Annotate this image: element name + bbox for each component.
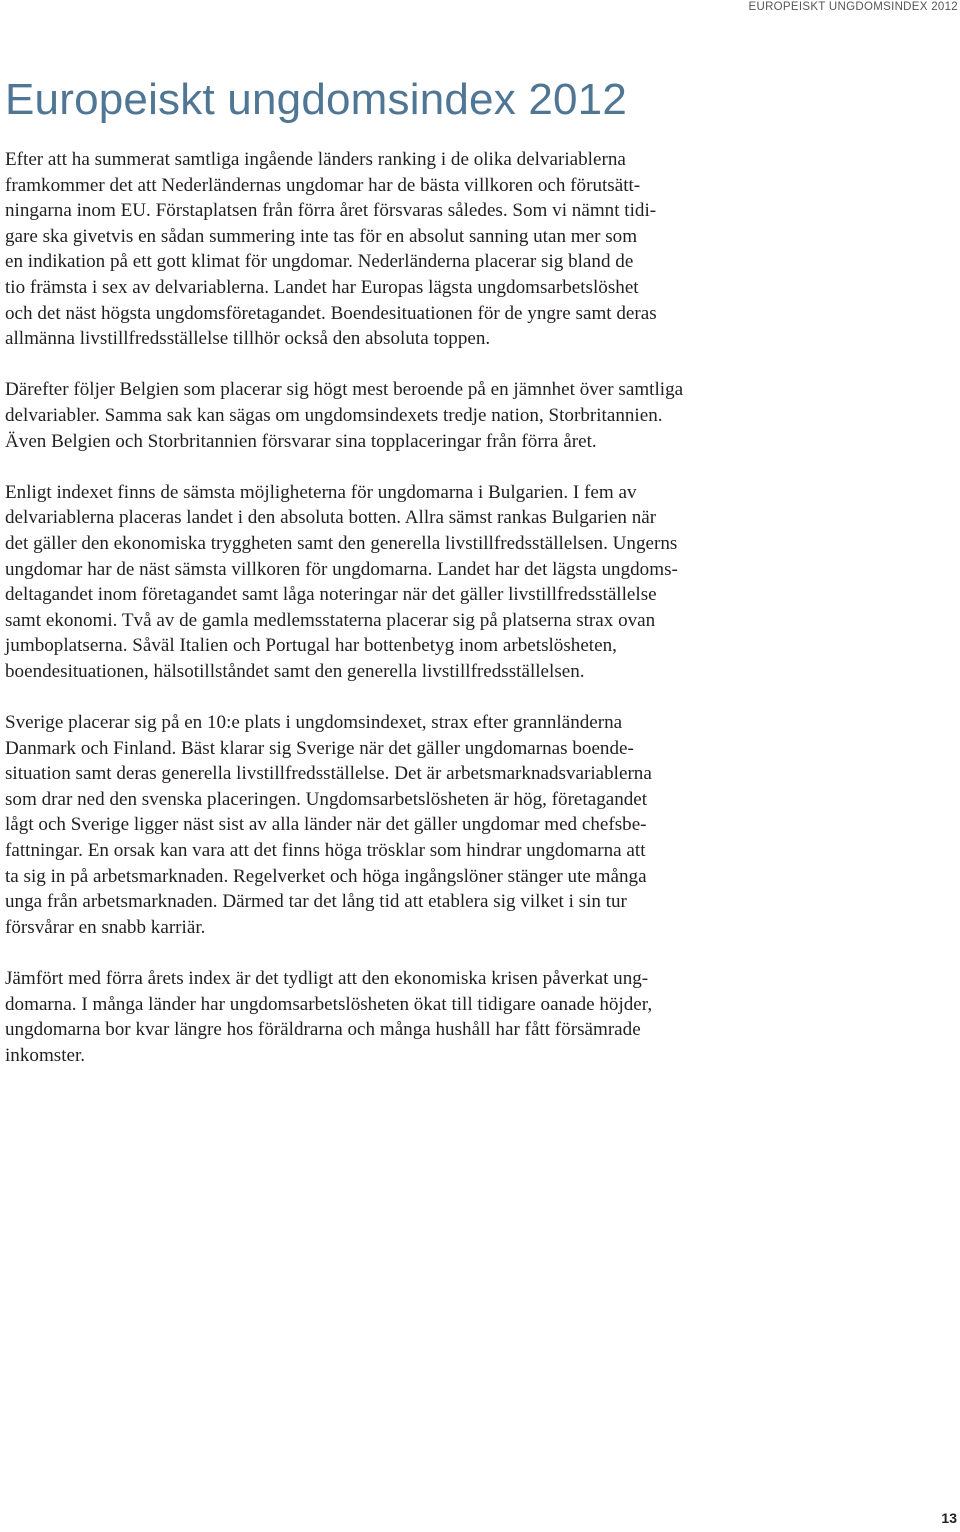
text-line: delvariabler. Samma sak kan sägas om ungdomsindexets tredje nation, Storbritannien. [5, 404, 663, 426]
text-line: Jämfört med förra årets index är det tydligt att den ekonomiska krisen påverkat ung- [5, 968, 649, 989]
paragraph-4 [5, 710, 750, 940]
text-line: Även Belgien och Storbritannien försvarar sina topplaceringar från förra året. [5, 430, 597, 452]
text-line: ungdomarna bor kvar längre hos föräldrarna och många hushåll har fått försämrade [5, 1019, 641, 1041]
text-line: inkomster. [5, 1044, 86, 1066]
text-line: samt ekonomi. Två av de gamla medlemsstaterna placerar sig på platserna strax ovan [5, 609, 656, 631]
page-title: Europeiskt ungdomsindex 2012 [5, 75, 628, 124]
paragraph-2 [5, 377, 750, 454]
text-line: ungdomar har de näst sämsta villkoren för ungdomarna. Landet har det lägsta ungdoms- [5, 558, 678, 580]
paragraph-5 [5, 966, 750, 1068]
text-line: fattningar. En orsak kan vara att det finns höga trösklar som hindrar ungdomarna att [5, 840, 646, 862]
text-line: allmänna livstillfredsställelse tillhör också den absoluta toppen. [5, 328, 491, 350]
text-line: Därefter följer Belgien som placerar sig högt mest beroende på en jämnhet över samtliga [5, 379, 684, 401]
paragraph-3 [5, 480, 750, 685]
text-line: deltagandet inom företagandet samt låga noteringar när det gäller livstillfredsställelse [5, 584, 657, 606]
text-line: Sverige placerar sig på en 10:e plats i ungdomsindexet, strax efter grannländerna [5, 712, 623, 734]
running-header: EUROPEISKT UNGDOMSINDEX 2012 [748, 1, 958, 13]
text-line: framkommer det att Nederländernas ungdomar har de bästa villkoren och förutsätt- [5, 174, 641, 196]
text-line: Efter att ha summerat samtliga ingående länders ranking i de olika delvariablerna [5, 149, 626, 170]
text-line: ta sig in på arbetsmarknaden. Regelverket och höga ingångslöner stänger ute många [5, 865, 647, 887]
text-line: gare ska givetvis en sådan summering inte tas för en absolut sanning utan mer som [5, 225, 638, 247]
text-line: försvårar en snabb karriär. [5, 916, 206, 938]
text-line: det gäller den ekonomiska tryggheten samt den generella livstillfredsställelsen. Ungerns [5, 532, 678, 554]
text-line: lågt och Sverige ligger näst sist av alla länder när det gäller ungdomar med chefsbe- [5, 814, 647, 836]
text-line: unga från arbetsmarknaden. Därmed tar det lång tid att etablera sig vilket i sin tur [5, 891, 627, 913]
text-line: domarna. I många länder har ungdomsarbetslösheten ökat till tidigare oanade höjder, [5, 993, 653, 1015]
text-line: Danmark och Finland. Bäst klarar sig Sverige när det gäller ungdomarnas boende- [5, 737, 634, 759]
text-line: situation samt deras generella livstillfredsställelse. Det är arbetsmarknadsvariablerna [5, 763, 652, 785]
text-line: och det näst högsta ungdomsföretagandet. Boendesituationen för de yngre samt deras [5, 302, 657, 324]
text-line: som drar ned den svenska placeringen. Ungdomsarbetslösheten är hög, företagandet [5, 788, 648, 810]
text-line: en indikation på ett gott klimat för ungdomar. Nederländerna placerar sig bland de [5, 251, 634, 273]
text-line: Enligt indexet finns de sämsta möjligheterna för ungdomarna i Bulgarien. I fem av [5, 481, 637, 503]
text-line: ningarna inom EU. Förstaplatsen från förra året försvaras således. Som vi nämnt tidi- [5, 200, 657, 222]
text-line: tio främsta i sex av delvariablerna. Landet har Europas lägsta ungdomsarbetslöshet [5, 276, 639, 298]
page-number: 13 [925, 1504, 957, 1532]
body-text [5, 147, 750, 1094]
text-line: jumboplatserna. Såväl Italien och Portugal har bottenbetyg inom arbetslösheten, [5, 635, 617, 657]
paragraph-1 [5, 147, 750, 352]
text-line: delvariablerna placeras landet i den absoluta botten. Allra sämst rankas Bulgarien när [5, 507, 657, 529]
text-line: boendesituationen, hälsotillståndet samt den generella livstillfredsställelsen. [5, 660, 585, 682]
